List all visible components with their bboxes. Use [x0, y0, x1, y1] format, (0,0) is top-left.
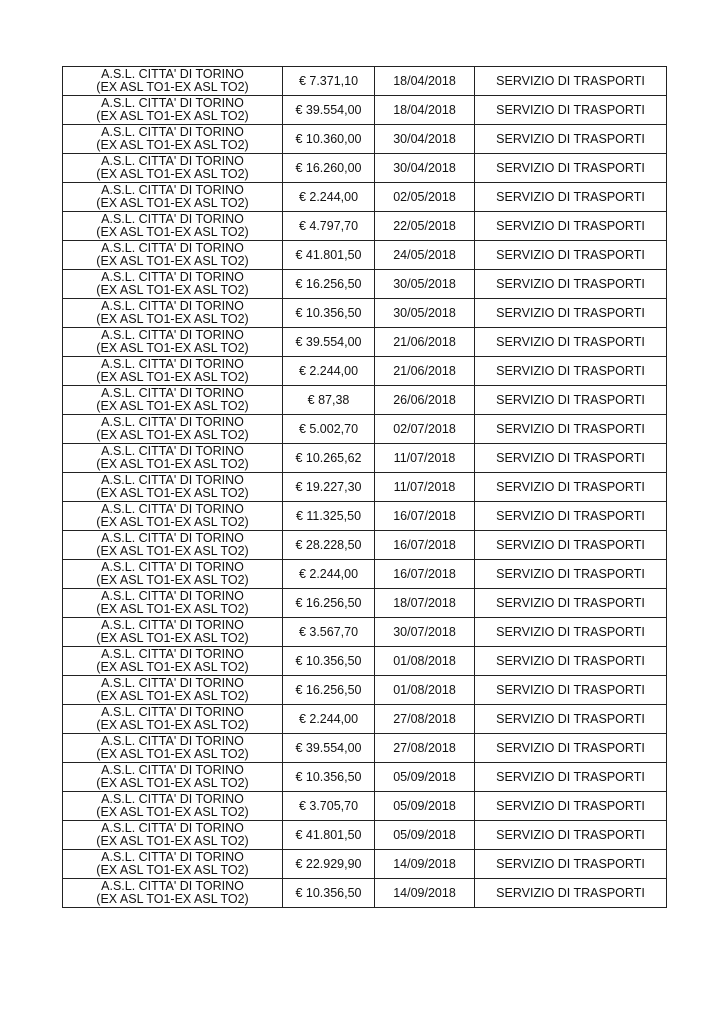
- date-cell: 01/08/2018: [375, 676, 475, 705]
- ente-cell: [63, 241, 283, 270]
- importo-cell: € 16.260,00: [283, 154, 375, 183]
- importo-cell: € 39.554,00: [283, 96, 375, 125]
- table-row: [63, 212, 667, 241]
- servizio-cell: SERVIZIO DI TRASPORTI: [475, 154, 667, 183]
- ente-subname: (EX ASL TO1-EX ASL TO2): [96, 718, 249, 732]
- date-cell: 11/07/2018: [375, 473, 475, 502]
- ente-cell: [63, 473, 283, 502]
- ente-name: A.S.L. CITTA' DI TORINO: [101, 270, 244, 284]
- servizio-cell: SERVIZIO DI TRASPORTI: [475, 241, 667, 270]
- ente-name: A.S.L. CITTA' DI TORINO: [101, 444, 244, 458]
- servizio-cell: SERVIZIO DI TRASPORTI: [475, 299, 667, 328]
- ente-name: A.S.L. CITTA' DI TORINO: [101, 821, 244, 835]
- table-row: [63, 270, 667, 299]
- date-cell: 21/06/2018: [375, 357, 475, 386]
- ente-cell: [63, 154, 283, 183]
- table-row: [63, 96, 667, 125]
- ente-subname: (EX ASL TO1-EX ASL TO2): [96, 631, 249, 645]
- ente-subname: (EX ASL TO1-EX ASL TO2): [96, 892, 249, 906]
- ente-cell: [63, 183, 283, 212]
- table-row: [63, 531, 667, 560]
- ente-name: A.S.L. CITTA' DI TORINO: [101, 67, 244, 81]
- ente-cell: [63, 125, 283, 154]
- ente-cell: [63, 67, 283, 96]
- date-cell: 27/08/2018: [375, 705, 475, 734]
- date-cell: 27/08/2018: [375, 734, 475, 763]
- ente-name: A.S.L. CITTA' DI TORINO: [101, 560, 244, 574]
- servizio-cell: SERVIZIO DI TRASPORTI: [475, 879, 667, 908]
- ente-subname: (EX ASL TO1-EX ASL TO2): [96, 544, 249, 558]
- table-row: [63, 444, 667, 473]
- ente-name: A.S.L. CITTA' DI TORINO: [101, 589, 244, 603]
- payments-table: [62, 66, 667, 908]
- date-cell: 30/05/2018: [375, 270, 475, 299]
- date-cell: 02/05/2018: [375, 183, 475, 212]
- ente-subname: (EX ASL TO1-EX ASL TO2): [96, 486, 249, 500]
- date-cell: 05/09/2018: [375, 821, 475, 850]
- ente-cell: [63, 270, 283, 299]
- date-cell: 30/07/2018: [375, 618, 475, 647]
- date-cell: 16/07/2018: [375, 560, 475, 589]
- date-cell: 16/07/2018: [375, 531, 475, 560]
- ente-subname: (EX ASL TO1-EX ASL TO2): [96, 863, 249, 877]
- importo-cell: € 2.244,00: [283, 357, 375, 386]
- ente-subname: (EX ASL TO1-EX ASL TO2): [96, 196, 249, 210]
- ente-name: A.S.L. CITTA' DI TORINO: [101, 879, 244, 893]
- ente-subname: (EX ASL TO1-EX ASL TO2): [96, 370, 249, 384]
- ente-cell: [63, 792, 283, 821]
- importo-cell: € 3.567,70: [283, 618, 375, 647]
- servizio-cell: SERVIZIO DI TRASPORTI: [475, 212, 667, 241]
- servizio-cell: SERVIZIO DI TRASPORTI: [475, 502, 667, 531]
- date-cell: 18/07/2018: [375, 589, 475, 618]
- ente-subname: (EX ASL TO1-EX ASL TO2): [96, 776, 249, 790]
- payments-table-body: [63, 67, 667, 908]
- servizio-cell: SERVIZIO DI TRASPORTI: [475, 618, 667, 647]
- servizio-cell: SERVIZIO DI TRASPORTI: [475, 734, 667, 763]
- ente-name: A.S.L. CITTA' DI TORINO: [101, 357, 244, 371]
- table-row: [63, 386, 667, 415]
- date-cell: 18/04/2018: [375, 67, 475, 96]
- ente-cell: [63, 328, 283, 357]
- ente-cell: [63, 647, 283, 676]
- ente-subname: (EX ASL TO1-EX ASL TO2): [96, 515, 249, 529]
- servizio-cell: SERVIZIO DI TRASPORTI: [475, 67, 667, 96]
- ente-cell: [63, 589, 283, 618]
- ente-name: A.S.L. CITTA' DI TORINO: [101, 96, 244, 110]
- ente-name: A.S.L. CITTA' DI TORINO: [101, 792, 244, 806]
- ente-name: A.S.L. CITTA' DI TORINO: [101, 241, 244, 255]
- ente-cell: [63, 821, 283, 850]
- importo-cell: € 10.360,00: [283, 125, 375, 154]
- ente-subname: (EX ASL TO1-EX ASL TO2): [96, 80, 249, 94]
- importo-cell: € 5.002,70: [283, 415, 375, 444]
- ente-subname: (EX ASL TO1-EX ASL TO2): [96, 283, 249, 297]
- importo-cell: € 41.801,50: [283, 241, 375, 270]
- table-row: [63, 67, 667, 96]
- ente-cell: [63, 879, 283, 908]
- ente-name: A.S.L. CITTA' DI TORINO: [101, 328, 244, 342]
- servizio-cell: SERVIZIO DI TRASPORTI: [475, 386, 667, 415]
- ente-cell: [63, 763, 283, 792]
- date-cell: 05/09/2018: [375, 763, 475, 792]
- ente-cell: [63, 444, 283, 473]
- ente-cell: [63, 560, 283, 589]
- ente-name: A.S.L. CITTA' DI TORINO: [101, 125, 244, 139]
- servizio-cell: SERVIZIO DI TRASPORTI: [475, 96, 667, 125]
- ente-subname: (EX ASL TO1-EX ASL TO2): [96, 428, 249, 442]
- date-cell: 30/05/2018: [375, 299, 475, 328]
- importo-cell: € 28.228,50: [283, 531, 375, 560]
- servizio-cell: SERVIZIO DI TRASPORTI: [475, 705, 667, 734]
- ente-cell: [63, 415, 283, 444]
- ente-subname: (EX ASL TO1-EX ASL TO2): [96, 167, 249, 181]
- importo-cell: € 3.705,70: [283, 792, 375, 821]
- importo-cell: € 11.325,50: [283, 502, 375, 531]
- importo-cell: € 2.244,00: [283, 560, 375, 589]
- ente-cell: [63, 299, 283, 328]
- table-row: [63, 502, 667, 531]
- servizio-cell: SERVIZIO DI TRASPORTI: [475, 850, 667, 879]
- ente-name: A.S.L. CITTA' DI TORINO: [101, 647, 244, 661]
- date-cell: 21/06/2018: [375, 328, 475, 357]
- importo-cell: € 10.356,50: [283, 879, 375, 908]
- importo-cell: € 16.256,50: [283, 589, 375, 618]
- date-cell: 22/05/2018: [375, 212, 475, 241]
- ente-cell: [63, 96, 283, 125]
- importo-cell: € 7.371,10: [283, 67, 375, 96]
- importo-cell: € 39.554,00: [283, 328, 375, 357]
- table-row: [63, 763, 667, 792]
- table-row: [63, 328, 667, 357]
- servizio-cell: SERVIZIO DI TRASPORTI: [475, 763, 667, 792]
- servizio-cell: SERVIZIO DI TRASPORTI: [475, 415, 667, 444]
- date-cell: 14/09/2018: [375, 879, 475, 908]
- ente-cell: [63, 734, 283, 763]
- ente-name: A.S.L. CITTA' DI TORINO: [101, 618, 244, 632]
- servizio-cell: SERVIZIO DI TRASPORTI: [475, 589, 667, 618]
- table-row: [63, 241, 667, 270]
- importo-cell: € 10.265,62: [283, 444, 375, 473]
- importo-cell: € 2.244,00: [283, 705, 375, 734]
- table-row: [63, 473, 667, 502]
- ente-name: A.S.L. CITTA' DI TORINO: [101, 705, 244, 719]
- ente-cell: [63, 357, 283, 386]
- ente-subname: (EX ASL TO1-EX ASL TO2): [96, 747, 249, 761]
- ente-subname: (EX ASL TO1-EX ASL TO2): [96, 138, 249, 152]
- ente-name: A.S.L. CITTA' DI TORINO: [101, 734, 244, 748]
- ente-cell: [63, 705, 283, 734]
- importo-cell: € 10.356,50: [283, 763, 375, 792]
- ente-cell: [63, 531, 283, 560]
- table-row: [63, 879, 667, 908]
- servizio-cell: SERVIZIO DI TRASPORTI: [475, 821, 667, 850]
- table-row: [63, 647, 667, 676]
- table-row: [63, 589, 667, 618]
- servizio-cell: SERVIZIO DI TRASPORTI: [475, 531, 667, 560]
- servizio-cell: SERVIZIO DI TRASPORTI: [475, 125, 667, 154]
- table-row: [63, 734, 667, 763]
- servizio-cell: SERVIZIO DI TRASPORTI: [475, 473, 667, 502]
- ente-cell: [63, 850, 283, 879]
- ente-subname: (EX ASL TO1-EX ASL TO2): [96, 660, 249, 674]
- ente-subname: (EX ASL TO1-EX ASL TO2): [96, 399, 249, 413]
- table-row: [63, 154, 667, 183]
- date-cell: 26/06/2018: [375, 386, 475, 415]
- table-row: [63, 792, 667, 821]
- ente-subname: (EX ASL TO1-EX ASL TO2): [96, 457, 249, 471]
- importo-cell: € 16.256,50: [283, 676, 375, 705]
- date-cell: 16/07/2018: [375, 502, 475, 531]
- importo-cell: € 16.256,50: [283, 270, 375, 299]
- ente-subname: (EX ASL TO1-EX ASL TO2): [96, 805, 249, 819]
- ente-cell: [63, 502, 283, 531]
- table-row: [63, 415, 667, 444]
- date-cell: 02/07/2018: [375, 415, 475, 444]
- ente-name: A.S.L. CITTA' DI TORINO: [101, 154, 244, 168]
- ente-subname: (EX ASL TO1-EX ASL TO2): [96, 312, 249, 326]
- ente-subname: (EX ASL TO1-EX ASL TO2): [96, 834, 249, 848]
- ente-name: A.S.L. CITTA' DI TORINO: [101, 212, 244, 226]
- importo-cell: € 87,38: [283, 386, 375, 415]
- importo-cell: € 4.797,70: [283, 212, 375, 241]
- table-row: [63, 618, 667, 647]
- date-cell: 18/04/2018: [375, 96, 475, 125]
- servizio-cell: SERVIZIO DI TRASPORTI: [475, 328, 667, 357]
- ente-name: A.S.L. CITTA' DI TORINO: [101, 299, 244, 313]
- table-row: [63, 183, 667, 212]
- servizio-cell: SERVIZIO DI TRASPORTI: [475, 357, 667, 386]
- importo-cell: € 2.244,00: [283, 183, 375, 212]
- date-cell: 01/08/2018: [375, 647, 475, 676]
- table-row: [63, 299, 667, 328]
- ente-subname: (EX ASL TO1-EX ASL TO2): [96, 341, 249, 355]
- ente-name: A.S.L. CITTA' DI TORINO: [101, 531, 244, 545]
- ente-subname: (EX ASL TO1-EX ASL TO2): [96, 602, 249, 616]
- ente-name: A.S.L. CITTA' DI TORINO: [101, 502, 244, 516]
- date-cell: 30/04/2018: [375, 154, 475, 183]
- table-row: [63, 560, 667, 589]
- date-cell: 24/05/2018: [375, 241, 475, 270]
- importo-cell: € 10.356,50: [283, 299, 375, 328]
- ente-name: A.S.L. CITTA' DI TORINO: [101, 386, 244, 400]
- ente-cell: [63, 386, 283, 415]
- importo-cell: € 10.356,50: [283, 647, 375, 676]
- importo-cell: € 19.227,30: [283, 473, 375, 502]
- table-row: [63, 125, 667, 154]
- servizio-cell: SERVIZIO DI TRASPORTI: [475, 560, 667, 589]
- ente-name: A.S.L. CITTA' DI TORINO: [101, 473, 244, 487]
- servizio-cell: SERVIZIO DI TRASPORTI: [475, 792, 667, 821]
- importo-cell: € 41.801,50: [283, 821, 375, 850]
- servizio-cell: SERVIZIO DI TRASPORTI: [475, 647, 667, 676]
- table-row: [63, 676, 667, 705]
- ente-subname: (EX ASL TO1-EX ASL TO2): [96, 109, 249, 123]
- ente-name: A.S.L. CITTA' DI TORINO: [101, 183, 244, 197]
- table-row: [63, 850, 667, 879]
- ente-name: A.S.L. CITTA' DI TORINO: [101, 415, 244, 429]
- ente-subname: (EX ASL TO1-EX ASL TO2): [96, 254, 249, 268]
- ente-cell: [63, 212, 283, 241]
- importo-cell: € 39.554,00: [283, 734, 375, 763]
- servizio-cell: SERVIZIO DI TRASPORTI: [475, 676, 667, 705]
- date-cell: 14/09/2018: [375, 850, 475, 879]
- importo-cell: € 22.929,90: [283, 850, 375, 879]
- date-cell: 30/04/2018: [375, 125, 475, 154]
- servizio-cell: SERVIZIO DI TRASPORTI: [475, 270, 667, 299]
- table-row: [63, 357, 667, 386]
- ente-cell: [63, 676, 283, 705]
- servizio-cell: SERVIZIO DI TRASPORTI: [475, 183, 667, 212]
- ente-subname: (EX ASL TO1-EX ASL TO2): [96, 573, 249, 587]
- date-cell: 11/07/2018: [375, 444, 475, 473]
- servizio-cell: SERVIZIO DI TRASPORTI: [475, 444, 667, 473]
- ente-name: A.S.L. CITTA' DI TORINO: [101, 676, 244, 690]
- date-cell: 05/09/2018: [375, 792, 475, 821]
- table-row: [63, 705, 667, 734]
- ente-name: A.S.L. CITTA' DI TORINO: [101, 850, 244, 864]
- ente-cell: [63, 618, 283, 647]
- ente-subname: (EX ASL TO1-EX ASL TO2): [96, 225, 249, 239]
- table-row: [63, 821, 667, 850]
- ente-subname: (EX ASL TO1-EX ASL TO2): [96, 689, 249, 703]
- ente-name: A.S.L. CITTA' DI TORINO: [101, 763, 244, 777]
